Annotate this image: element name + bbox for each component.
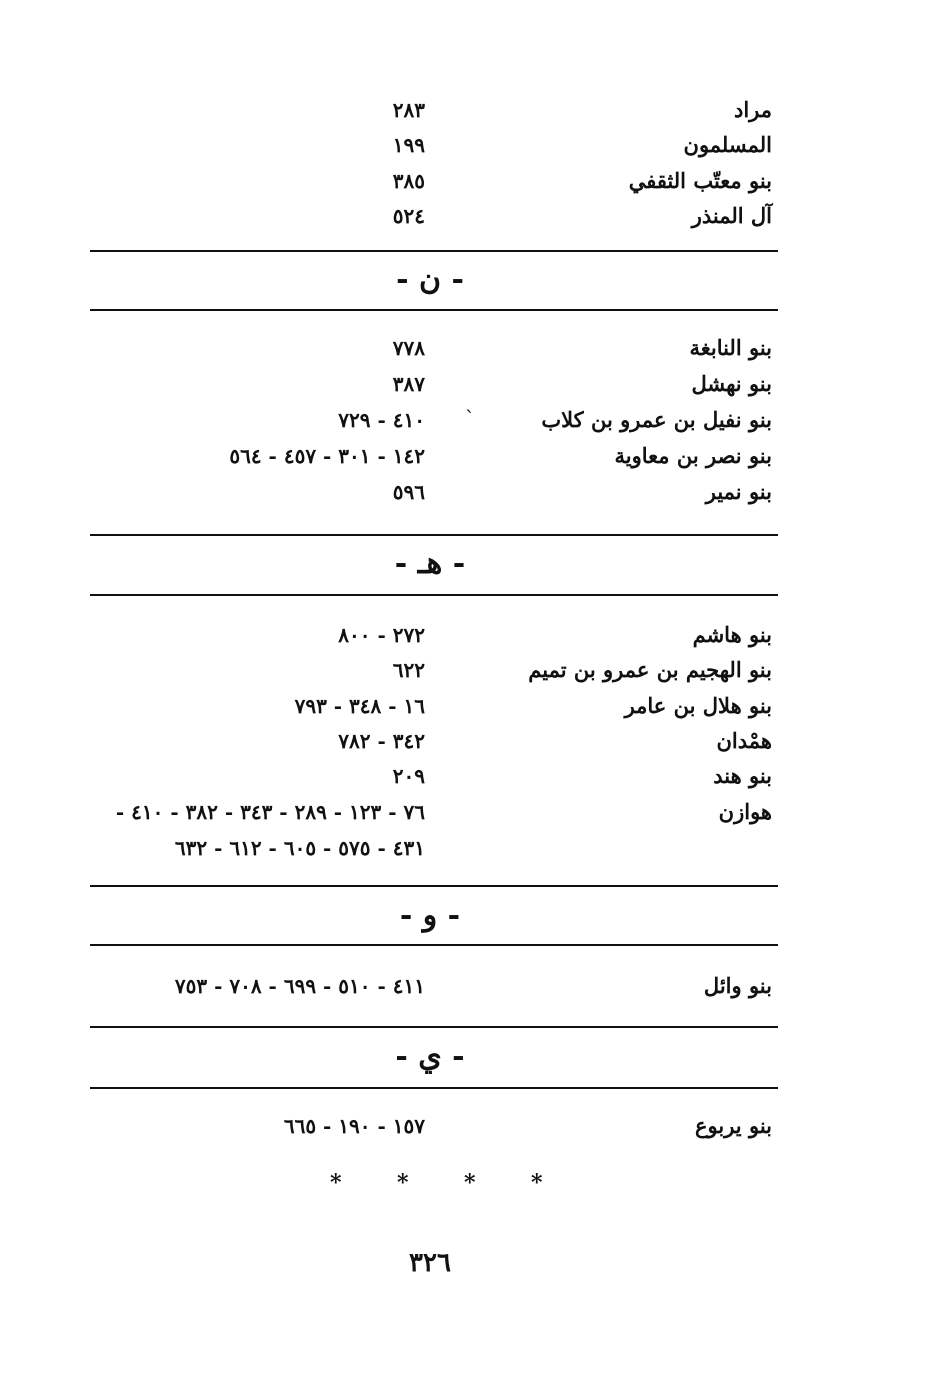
index-entry <box>90 794 780 830</box>
entry-name: المسلمون <box>683 132 772 157</box>
entry-pages: ٣٨٧ <box>392 372 425 396</box>
asterisk: * <box>330 1170 342 1196</box>
index-entry <box>90 402 780 438</box>
index-entry <box>90 723 780 759</box>
section-divider <box>90 885 778 887</box>
entry-name: بنو نفيل بن عمرو بن كلاب <box>541 407 772 432</box>
entry-name: همْدان <box>716 728 772 753</box>
asterisk: * <box>464 1170 476 1196</box>
entry-pages: ٧٧٨ <box>392 336 425 360</box>
entry-pages: ١٤٢ - ٣٠١ - ٤٥٧ - ٥٦٤ <box>229 444 425 468</box>
end-of-list-marks <box>320 1168 560 1198</box>
entry-pages: ٢٧٢ - ٨٠٠ <box>338 623 425 647</box>
entry-pages: ١٥٧ - ١٩٠ - ٦٦٥ <box>283 1114 425 1138</box>
section-divider <box>90 250 778 252</box>
index-entry-continuation <box>90 830 780 866</box>
stray-mark: ` <box>465 406 475 430</box>
index-entry <box>90 163 780 199</box>
index-entry <box>90 92 780 128</box>
entry-pages: ٤٣١ - ٥٧٥ - ٦٠٥ - ٦١٢ - ٦٣٢ <box>174 836 425 860</box>
entry-name: بنو معتّب الثقفي <box>628 168 772 193</box>
entry-name: بنو وائل <box>703 973 772 998</box>
entry-name: بنو هاشم <box>692 622 772 647</box>
entry-name: آل المنذر <box>691 203 772 228</box>
entry-pages: ٦٢٢ <box>392 658 425 682</box>
index-entry <box>90 968 780 1004</box>
section-divider <box>90 534 778 536</box>
section-letter-heading: - ي - <box>395 1039 465 1074</box>
entry-name: بنو الهجيم بن عمرو بن تميم <box>528 657 772 682</box>
entry-name: بنو النابغة <box>689 335 772 360</box>
index-entry <box>90 366 780 402</box>
section-letter-heading: - و - <box>399 898 461 933</box>
entry-name: بنو يربوع <box>695 1113 772 1138</box>
asterisk: * <box>531 1170 543 1196</box>
index-entry <box>90 474 780 510</box>
entry-name: هوازن <box>718 799 772 824</box>
entry-name: بنو هند <box>713 763 772 788</box>
index-entry <box>90 758 780 794</box>
index-entry <box>90 127 780 163</box>
entry-name: بنو نمير <box>705 479 772 504</box>
entry-name: بنو نهشل <box>691 371 772 396</box>
asterisk: * <box>397 1170 409 1196</box>
index-entry <box>90 438 780 474</box>
index-entry <box>90 198 780 234</box>
section-letter-heading: - هـ - <box>394 546 466 581</box>
entry-name: مراد <box>733 97 772 122</box>
entry-name: بنو نصر بن معاوية <box>614 443 772 468</box>
index-entry <box>90 688 780 724</box>
section-divider <box>90 944 778 946</box>
entry-pages: ٤١٠ - ٧٢٩ <box>338 408 425 432</box>
entry-pages: ٤١١ - ٥١٠ - ٦٩٩ - ٧٠٨ - ٧٥٣ <box>174 974 425 998</box>
index-entry <box>90 330 780 366</box>
entry-pages: ٣٨٥ <box>392 169 425 193</box>
entry-pages: ١٩٩ <box>392 133 425 157</box>
section-divider <box>90 1026 778 1028</box>
entry-pages: ٢٨٣ <box>392 98 425 122</box>
section-divider <box>90 309 778 311</box>
entry-pages: ٣٤٢ - ٧٨٢ <box>338 729 425 753</box>
section-letter-heading: - ن - <box>396 262 464 297</box>
index-entry <box>90 1108 780 1144</box>
index-entry <box>90 617 780 653</box>
entry-pages: ٥٢٤ <box>392 204 425 228</box>
entry-pages: ٢٠٩ <box>392 764 425 788</box>
entry-name: بنو هلال بن عامر <box>624 693 772 718</box>
section-divider <box>90 1087 778 1089</box>
page-number: ٣٢٦ <box>409 1248 451 1278</box>
entry-pages: ٧٦ - ١٢٣ - ٢٨٩ - ٣٤٣ - ٣٨٢ - ٤١٠ - <box>115 800 425 824</box>
section-divider <box>90 594 778 596</box>
entry-pages: ٥٩٦ <box>392 480 425 504</box>
entry-pages: ١٦ - ٣٤٨ - ٧٩٣ <box>294 694 425 718</box>
index-entry <box>90 652 780 688</box>
